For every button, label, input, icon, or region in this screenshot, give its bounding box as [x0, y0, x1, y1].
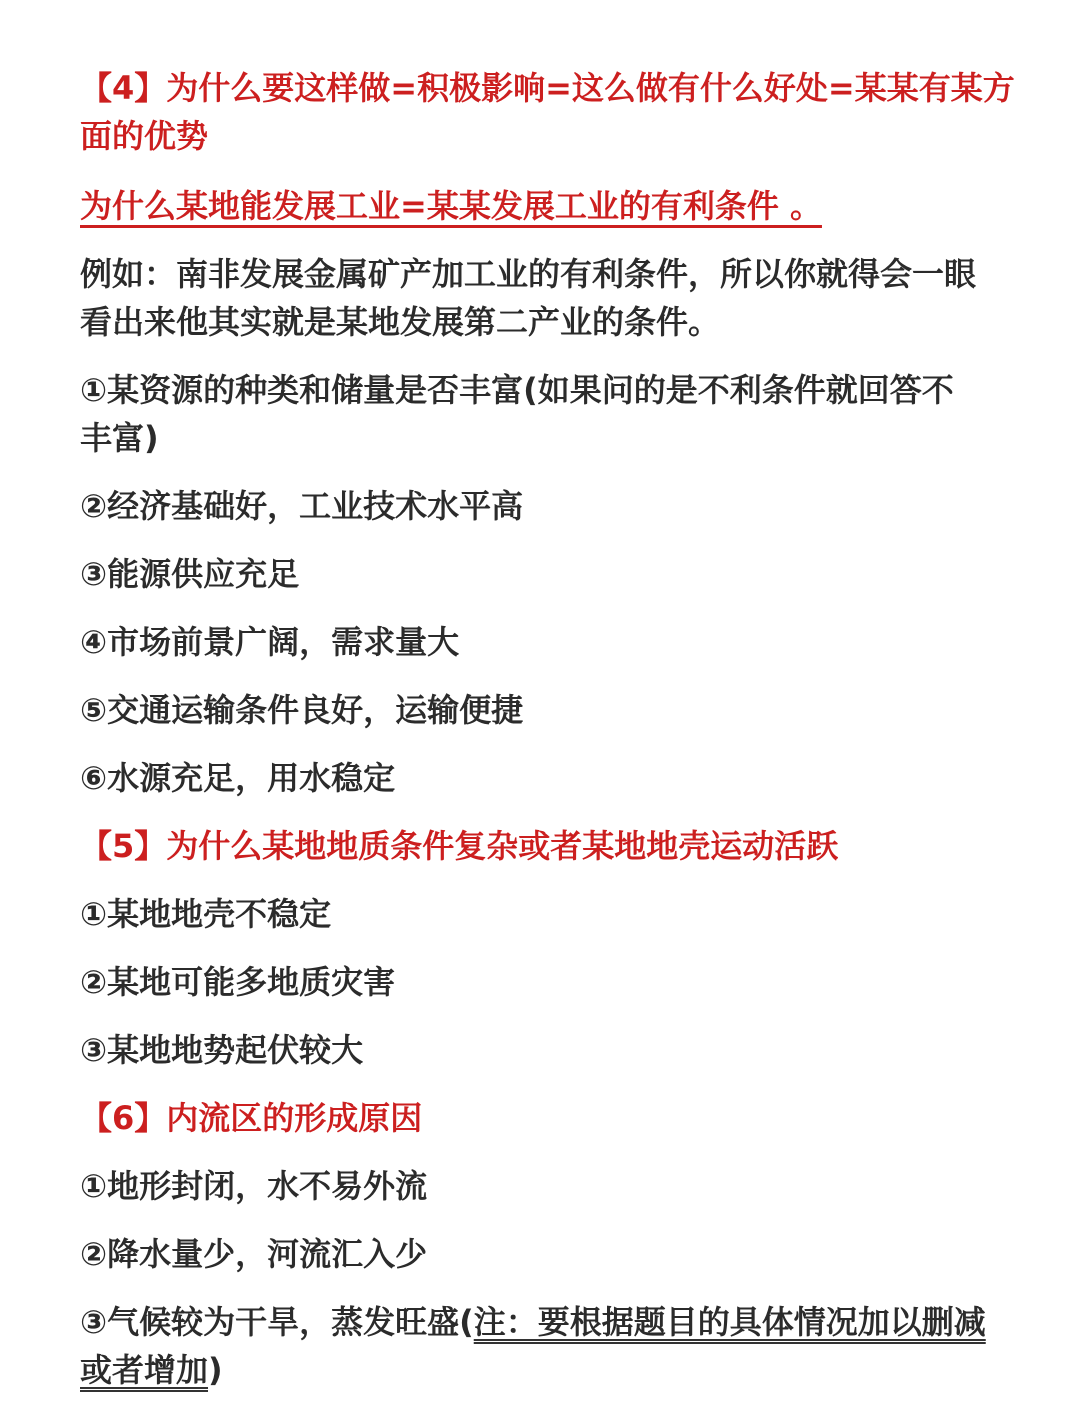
section5-heading: 【5】为什么某地地质条件复杂或者某地地壳运动活跃 — [80, 827, 839, 865]
subheading-text: 为什么某地能发展工业=某某发展工业的有利条件 。 — [80, 187, 822, 225]
section4-heading-line2: 面的优势 — [80, 117, 209, 155]
list-item: ③能源供应充足 — [80, 555, 300, 593]
list-item: 丰富) — [80, 419, 159, 457]
section4-heading-line1: 【4】为什么要这样做=积极影响=这么做有什么好处=某某有某方 — [80, 69, 1015, 107]
list-item-with-note — [80, 1297, 1010, 1347]
list-item: ②降水量少，河流汇入少 — [80, 1235, 428, 1273]
list-item: ②某地可能多地质灾害 — [80, 963, 396, 1001]
list-item-with-note-line2 — [80, 1345, 1010, 1395]
list-item: ①某地地壳不稳定 — [80, 895, 332, 933]
example-line2: 看出来他其实就是某地发展第二产业的条件。 — [80, 303, 721, 341]
item3-close-paren: ) — [208, 1351, 223, 1389]
list-item: ③某地地势起伏较大 — [80, 1031, 364, 1069]
section6-heading: 【6】内流区的形成原因 — [80, 1099, 423, 1137]
item3-text: ③气候较为干旱，蒸发旺盛( — [80, 1303, 474, 1341]
section4-subheading — [80, 181, 1010, 231]
list-item: ①地形封闭，水不易外流 — [80, 1167, 428, 1205]
list-item: ④市场前景广阔，需求量大 — [80, 623, 460, 661]
list-item: ①某资源的种类和储量是否丰富(如果问的是不利条件就回答不 — [80, 371, 954, 409]
item3-note: 注：要根据题目的具体情况加以删减 — [473, 1303, 986, 1341]
list-item: ⑤交通运输条件良好，运输便捷 — [80, 691, 524, 729]
item3-note-continued: 或者增加 — [80, 1351, 209, 1389]
example-line1: 例如：南非发展金属矿产加工业的有利条件，所以你就得会一眼 — [80, 255, 977, 293]
list-item: ②经济基础好，工业技术水平高 — [80, 487, 524, 525]
list-item: ⑥水源充足，用水稳定 — [80, 759, 396, 797]
